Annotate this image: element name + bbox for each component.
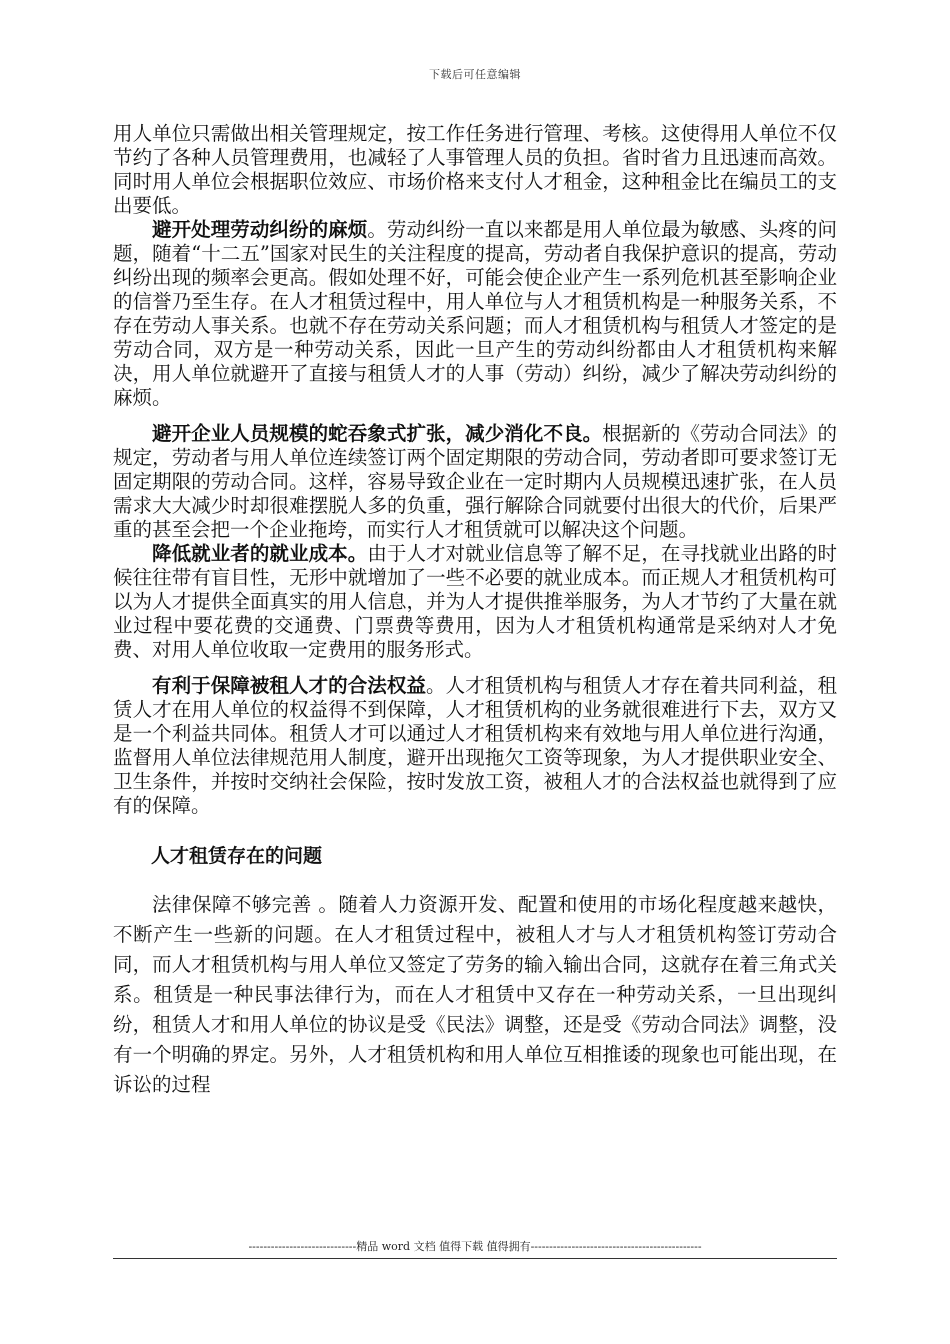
paragraph-4-bold-lead: 降低就业者的就业成本。 bbox=[152, 542, 368, 565]
document-body bbox=[113, 122, 837, 1100]
paragraph-2-bold-lead: 避开处理劳动纠纷的麻烦 bbox=[152, 218, 368, 241]
footer-divider bbox=[113, 1258, 837, 1259]
paragraph-5-bold-lead: 有利于保障被租人才的合法权益 bbox=[152, 674, 427, 697]
paragraph-5-text: 。人才租赁机构与租赁人才存在着共同利益，租赁人才在用人单位的权益得不到保障，人才租赁机构的业务就很难进行下去，双方又是一个利益共同体。租赁人才可以通过人才租赁机构来有效地与用人单位进行沟通，监督用人单位法律规范用人制度，避开出现拖欠工资等现象，为人才提供职业安全、卫生条件，并按时交纳社会保险，按时发放工资，被租人才的合法权益也就得到了应有的保障。 bbox=[113, 674, 837, 817]
paragraph-4 bbox=[113, 542, 837, 662]
section-heading: 人才租赁存在的问题 bbox=[151, 845, 323, 867]
page-footer: -----------------------------精品 word 文档 值得下载 值得拥有---------------------------------------------- bbox=[248, 1240, 702, 1253]
paragraph-2 bbox=[113, 218, 837, 410]
paragraph-2-text: 。劳动纠纷一直以来都是用人单位最为敏感、头疼的问题，随着“十二五”国家对民生的关注程度的提高，劳动者自我保护意识的提高，劳动纠纷出现的频率会更高。假如处理不好，可能会使企业产生一系列危机甚至影响企业的信誉乃至生存。在人才租赁过程中，用人单位与人才租赁机构是一种服务关系，不存在劳动人事关系。也就不存在劳动关系问题；而人才租赁机构与租赁人才签定的是劳动合同，双方是一种劳动关系，因此一旦产生的劳动纠纷都由人才租赁机构来解决，用人单位就避开了直接与租赁人才的人事（劳动）纠纷，减少了解决劳动纠纷的麻烦。 bbox=[113, 218, 837, 409]
paragraph-4-text: 由于人才对就业信息等了解不足，在寻找就业出路的时候往往带有盲目性，无形中就增加了一些不必要的就业成本。而正规人才租赁机构可以为人才提供全面真实的用人信息，并为人才提供推举服务，为人才节约了大量在就业过程中要花费的交通费、门票费等费用，因为人才租赁机构通常是采纳对人才免费、对用人单位收取一定费用的服务形式。 bbox=[113, 542, 837, 661]
paragraph-1 bbox=[113, 122, 837, 218]
paragraph-3-text: 根据新的《劳动合同法》的规定，劳动者与用人单位连续签订两个固定期限的劳动合同，劳动者即可要求签订无固定期限的劳动合同。这样，容易导致企业在一定时期内人员规模迅速扩张，在人员需求大大减少时却很难摆脱人多的负重，强行解除合同就要付出很大的代价，后果严重的甚至会把一个企业拖垮，而实行人才租赁就可以解决这个问题。 bbox=[113, 422, 837, 541]
paragraph-3-bold-lead: 避开企业人员规模的蛇吞象式扩张，减少消化不良。 bbox=[152, 422, 603, 445]
paragraph-1-text: 用人单位只需做出相关管理规定，按工作任务进行管理、考核。这使得用人单位不仅节约了各种人员管理费用，也减轻了人事管理人员的负担。省时省力且迅速而高效。同时用人单位会根据职位效应、市场价格来支付人才租金，这种租金比在编员工的支出要低。 bbox=[113, 122, 837, 217]
section-paragraph: 法律保障不够完善 。随着人力资源开发、配置和使用的市场化程度越来越快，不断产生一些新的问题。在人才租赁过程中，被租人才与人才租赁机构签订劳动合同，而人才租赁机构与用人单位又签定了劳务的输入输出合同，这就存在着三角式关系。租赁是一种民事法律行为，而在人才租赁中又存在一种劳动关系，一旦出现纠纷，租赁人才和用人单位的协议是受《民法》调整，还是受《劳动合同法》调整，没有一个明确的界定。另外，人才租赁机构和用人单位互相推诿的现象也可能出现，在诉讼的过程 bbox=[113, 893, 837, 1096]
paragraph-5 bbox=[113, 674, 837, 818]
page-header: 下载后可任意编辑 bbox=[429, 68, 521, 81]
paragraph-3 bbox=[113, 422, 837, 542]
